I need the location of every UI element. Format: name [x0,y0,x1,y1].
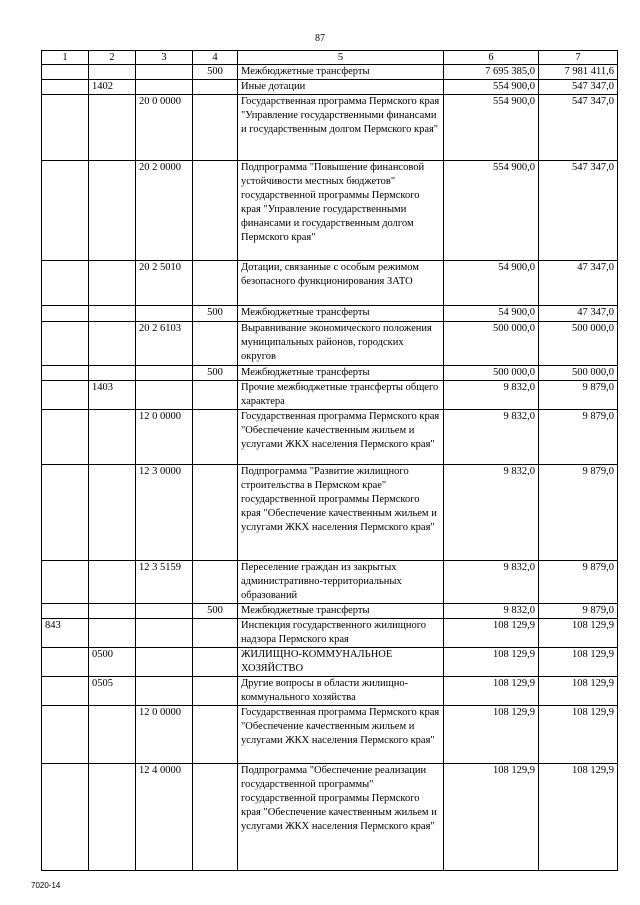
cell-expense-type [193,706,238,764]
cell-amount-6: 54 900,0 [444,306,539,322]
cell-section-code [42,80,89,95]
cell-amount-7: 547 347,0 [539,95,618,161]
cell-target-code [136,604,193,619]
cell-name: Иные дотации [238,80,444,95]
table-row [42,80,618,95]
cell-target-code: 20 2 5010 [136,261,193,306]
cell-subsection-code [89,465,136,561]
cell-amount-7: 9 879,0 [539,604,618,619]
budget-table [41,50,618,871]
cell-name: ЖИЛИЩНО-КОММУНАЛЬНОЕ ХОЗЯЙСТВО [238,648,444,677]
cell-section-code: 843 [42,619,89,648]
cell-amount-7: 108 129,9 [539,706,618,764]
cell-expense-type [193,465,238,561]
cell-target-code: 12 4 0000 [136,764,193,871]
cell-section-code [42,706,89,764]
cell-name: Межбюджетные трансферты [238,65,444,80]
cell-subsection-code [89,261,136,306]
cell-subsection-code [89,764,136,871]
table-row [42,306,618,322]
cell-section-code [42,764,89,871]
cell-section-code [42,65,89,80]
cell-amount-7: 7 981 411,6 [539,65,618,80]
cell-expense-type: 500 [193,306,238,322]
cell-expense-type [193,764,238,871]
cell-amount-7: 108 129,9 [539,619,618,648]
cell-section-code [42,561,89,604]
cell-subsection-code [89,604,136,619]
cell-target-code [136,306,193,322]
cell-section-code [42,161,89,261]
cell-expense-type [193,95,238,161]
cell-name: Государственная программа Пермского края "Обеспечение качественным жильем и услугами ЖКХ населения Пермского края" [238,410,444,465]
table-row [42,366,618,381]
cell-amount-6: 7 695 385,0 [444,65,539,80]
cell-name: Подпрограмма "Обеспечение реализации государственной программы" государственной программы Пермского края "Обеспечение качественным жильем и услугами ЖКХ населения Пермского края" [238,764,444,871]
cell-amount-6: 500 000,0 [444,366,539,381]
cell-expense-type [193,677,238,706]
cell-expense-type [193,322,238,366]
cell-subsection-code [89,95,136,161]
table-row [42,706,618,764]
table-row [42,381,618,410]
cell-name: Межбюджетные трансферты [238,306,444,322]
cell-expense-type [193,161,238,261]
cell-name: Подпрограмма "Повышение финансовой устойчивости местных бюджетов" государственной программы Пермского края "Управление государственными финансами и государственным долгом Пермского края" [238,161,444,261]
cell-target-code: 12 3 5159 [136,561,193,604]
cell-amount-7: 9 879,0 [539,410,618,465]
cell-amount-7: 108 129,9 [539,764,618,871]
cell-amount-7: 108 129,9 [539,677,618,706]
cell-target-code: 20 2 0000 [136,161,193,261]
cell-target-code [136,65,193,80]
cell-target-code [136,677,193,706]
cell-name: Другие вопросы в области жилищно-коммунального хозяйства [238,677,444,706]
cell-name: Государственная программа Пермского края "Управление государственными финансами и государственным долгом Пермского края" [238,95,444,161]
cell-amount-6: 9 832,0 [444,465,539,561]
table-row [42,619,618,648]
header-col-4: 4 [193,51,238,65]
cell-target-code: 12 0 0000 [136,410,193,465]
cell-target-code [136,648,193,677]
cell-target-code [136,619,193,648]
header-row [42,51,618,65]
cell-section-code [42,648,89,677]
cell-name: Инспекция государственного жилищного надзора Пермского края [238,619,444,648]
cell-amount-6: 500 000,0 [444,322,539,366]
cell-expense-type [193,381,238,410]
cell-subsection-code [89,410,136,465]
cell-amount-7: 47 347,0 [539,261,618,306]
table-row [42,261,618,306]
cell-subsection-code [89,322,136,366]
cell-section-code [42,322,89,366]
cell-subsection-code [89,619,136,648]
table-row [42,322,618,366]
cell-expense-type: 500 [193,65,238,80]
cell-amount-6: 554 900,0 [444,80,539,95]
cell-expense-type [193,261,238,306]
cell-section-code [42,306,89,322]
cell-amount-6: 9 832,0 [444,410,539,465]
cell-expense-type: 500 [193,366,238,381]
cell-section-code [42,677,89,706]
cell-target-code: 20 2 6103 [136,322,193,366]
cell-name: Государственная программа Пермского края "Обеспечение качественным жильем и услугами ЖКХ населения Пермского края" [238,706,444,764]
table-row [42,95,618,161]
header-col-1: 1 [42,51,89,65]
table-row [42,161,618,261]
footer-code: 7020-14 [31,881,61,890]
cell-subsection-code: 1402 [89,80,136,95]
table-row [42,648,618,677]
header-col-7: 7 [539,51,618,65]
cell-section-code [42,261,89,306]
cell-expense-type [193,561,238,604]
cell-amount-7: 9 879,0 [539,561,618,604]
table-row [42,604,618,619]
header-col-3: 3 [136,51,193,65]
cell-amount-7: 547 347,0 [539,161,618,261]
cell-section-code [42,465,89,561]
cell-amount-7: 9 879,0 [539,465,618,561]
cell-subsection-code [89,65,136,80]
cell-expense-type: 500 [193,604,238,619]
cell-section-code [42,604,89,619]
cell-amount-6: 554 900,0 [444,95,539,161]
cell-amount-7: 47 347,0 [539,306,618,322]
cell-target-code: 12 3 0000 [136,465,193,561]
table-row [42,65,618,80]
table-row [42,561,618,604]
cell-name: Переселение граждан из закрытых административно-территориальных образований [238,561,444,604]
cell-amount-6: 108 129,9 [444,619,539,648]
cell-subsection-code [89,706,136,764]
cell-amount-6: 108 129,9 [444,764,539,871]
cell-amount-6: 9 832,0 [444,604,539,619]
cell-subsection-code [89,306,136,322]
cell-name: Прочие межбюджетные трансферты общего характера [238,381,444,410]
cell-amount-6: 54 900,0 [444,261,539,306]
cell-name: Дотации, связанные с особым режимом безопасного функционирования ЗАТО [238,261,444,306]
cell-name: Подпрограмма "Развитие жилищного строительства в Пермском крае" государственной программы Пермского края "Обеспечение качественным жильем и услугами ЖКХ населения Пермского края" [238,465,444,561]
header-col-2: 2 [89,51,136,65]
cell-target-code [136,381,193,410]
cell-amount-7: 547 347,0 [539,80,618,95]
cell-amount-6: 9 832,0 [444,561,539,604]
cell-name: Межбюджетные трансферты [238,604,444,619]
cell-target-code [136,80,193,95]
cell-name: Выравнивание экономического положения муниципальных районов, городских округов [238,322,444,366]
header-col-6: 6 [444,51,539,65]
cell-target-code: 12 0 0000 [136,706,193,764]
cell-section-code [42,410,89,465]
page-number: 87 [315,33,325,44]
cell-amount-6: 108 129,9 [444,706,539,764]
table-row [42,677,618,706]
cell-target-code: 20 0 0000 [136,95,193,161]
cell-expense-type [193,410,238,465]
cell-amount-6: 108 129,9 [444,648,539,677]
cell-amount-6: 108 129,9 [444,677,539,706]
cell-expense-type [193,80,238,95]
cell-amount-7: 108 129,9 [539,648,618,677]
cell-subsection-code: 0500 [89,648,136,677]
table-row [42,764,618,871]
table-row [42,465,618,561]
cell-subsection-code [89,161,136,261]
cell-expense-type [193,648,238,677]
cell-section-code [42,95,89,161]
cell-amount-7: 9 879,0 [539,381,618,410]
cell-subsection-code: 0505 [89,677,136,706]
cell-subsection-code [89,561,136,604]
cell-amount-7: 500 000,0 [539,366,618,381]
cell-amount-6: 9 832,0 [444,381,539,410]
cell-section-code [42,366,89,381]
cell-target-code [136,366,193,381]
header-col-5: 5 [238,51,444,65]
cell-subsection-code: 1403 [89,381,136,410]
cell-amount-7: 500 000,0 [539,322,618,366]
cell-subsection-code [89,366,136,381]
cell-amount-6: 554 900,0 [444,161,539,261]
cell-name: Межбюджетные трансферты [238,366,444,381]
table-row [42,410,618,465]
cell-expense-type [193,619,238,648]
cell-section-code [42,381,89,410]
